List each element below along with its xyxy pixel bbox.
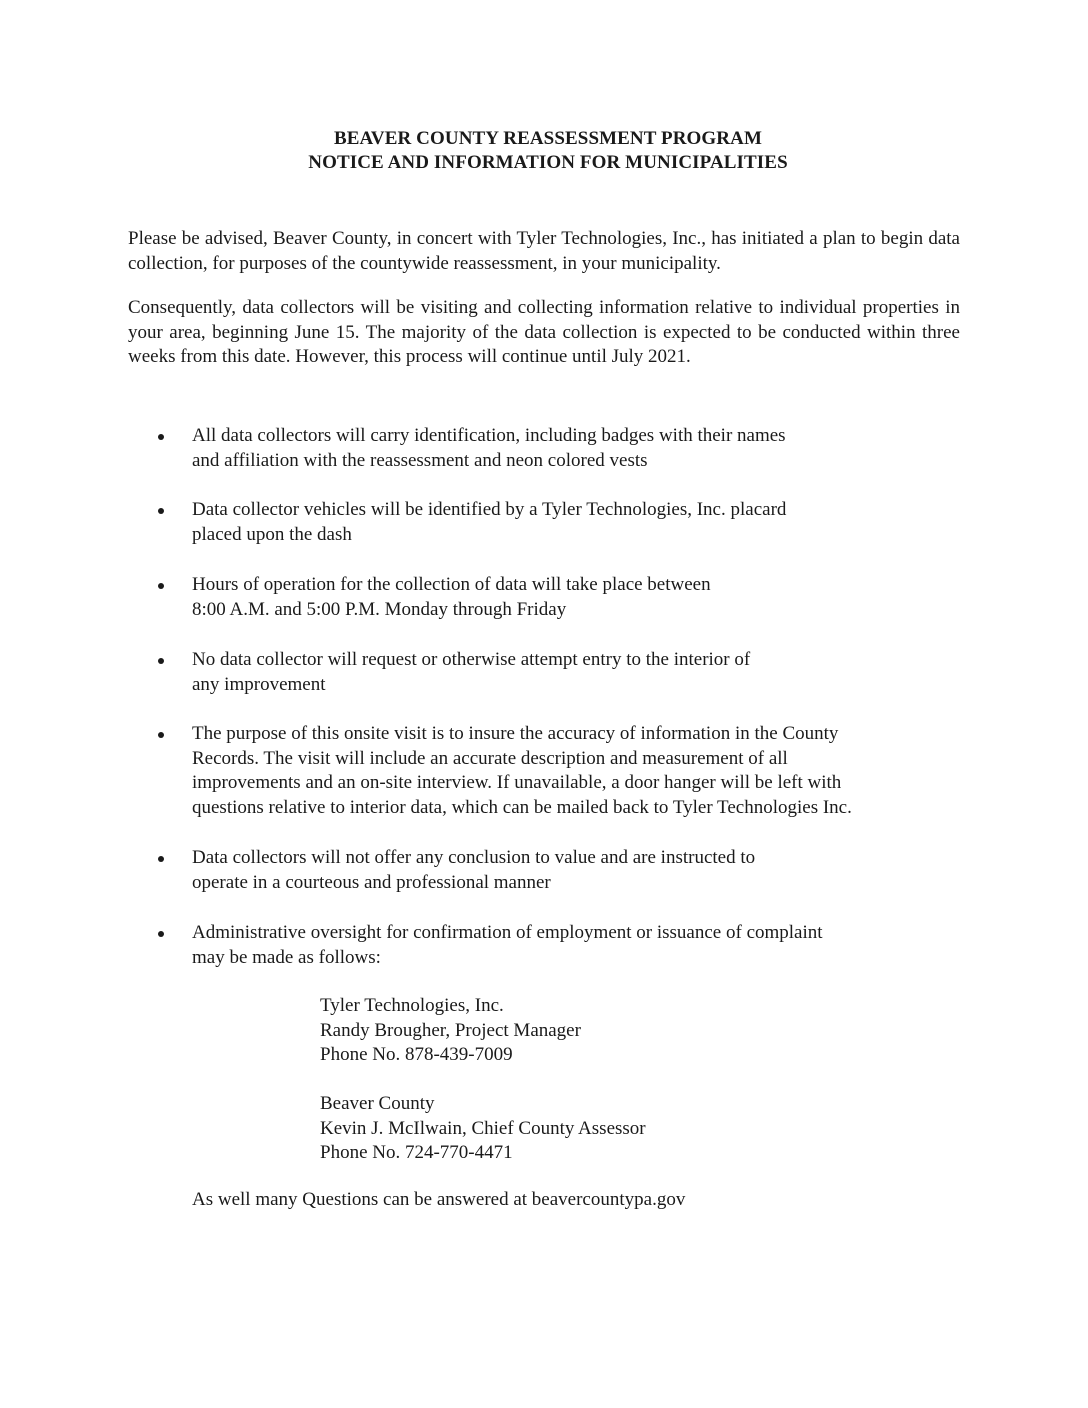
bullet-line: operate in a courteous and professional manner <box>192 871 551 893</box>
bullet-line: questions relative to interior data, which can be mailed back to Tyler Technologies Inc. <box>192 796 852 818</box>
footer-note: As well many Questions can be answered at beavercountypa.gov <box>192 1189 686 1210</box>
bullet-line: Records. The visit will include an accurate description and measurement of all <box>192 747 788 769</box>
document-title-line-1: BEAVER COUNTY REASSESSMENT PROGRAM <box>334 128 762 149</box>
bullet-line: any improvement <box>192 673 326 695</box>
schedule-paragraph: Consequently, data collectors will be visiting and collecting information relative to individual properties in your area, beginning June 15. The majority of the data collection is expected to be conducted within three weeks from this date. However, this process will continue until July 2021. <box>128 297 960 367</box>
bullet-line: may be made as follows: <box>192 946 381 968</box>
bullet-icon <box>158 434 164 440</box>
bullet-line: Hours of operation for the collection of data will take place between <box>192 574 711 595</box>
bullet-icon <box>158 931 164 937</box>
bullet-icon <box>158 658 164 664</box>
bullet-icon <box>158 583 164 589</box>
bullet-line: All data collectors will carry identification, including badges with their names <box>192 425 786 446</box>
bullet-line: 8:00 A.M. and 5:00 P.M. Monday through Friday <box>192 598 567 620</box>
bullet-line: Data collectors will not offer any conclusion to value and are instructed to <box>192 847 756 868</box>
bullet-line: The purpose of this onsite visit is to insure the accuracy of information in the County <box>192 723 839 744</box>
bullet-line: Data collector vehicles will be identified by a Tyler Technologies, Inc. placard <box>192 499 787 520</box>
bullet-line: No data collector will request or otherwise attempt entry to the interior of <box>192 649 751 670</box>
bullet-line: placed upon the dash <box>192 523 352 545</box>
intro-paragraph: Please be advised, Beaver County, in concert with Tyler Technologies, Inc., has initiated a plan to begin data collection, for purposes of the countywide reassessment, in your municipality. <box>128 228 960 274</box>
bullet-line: and affiliation with the reassessment and neon colored vests <box>192 449 648 471</box>
bullet-icon <box>158 856 164 862</box>
bullet-line: improvements and an on-site interview. If unavailable, a door hanger will be left with <box>192 772 842 793</box>
contact-phone: Phone No. 878-439-7009 <box>320 1044 513 1065</box>
document-title-line-2: NOTICE AND INFORMATION FOR MUNICIPALITIES <box>308 152 788 173</box>
bullet-line: Administrative oversight for confirmation of employment or issuance of complaint <box>192 922 823 943</box>
contact-phone: Phone No. 724-770-4471 <box>320 1142 513 1163</box>
contact-person: Kevin J. McIlwain, Chief County Assessor <box>320 1117 646 1139</box>
contact-person: Randy Brougher, Project Manager <box>320 1019 581 1041</box>
bullet-icon <box>158 508 164 514</box>
bullet-icon <box>158 732 164 738</box>
contact-block-county <box>320 1092 646 1166</box>
contact-block-tyler <box>320 994 581 1068</box>
contact-organization: Tyler Technologies, Inc. <box>320 995 504 1016</box>
contact-organization: Beaver County <box>320 1093 435 1114</box>
